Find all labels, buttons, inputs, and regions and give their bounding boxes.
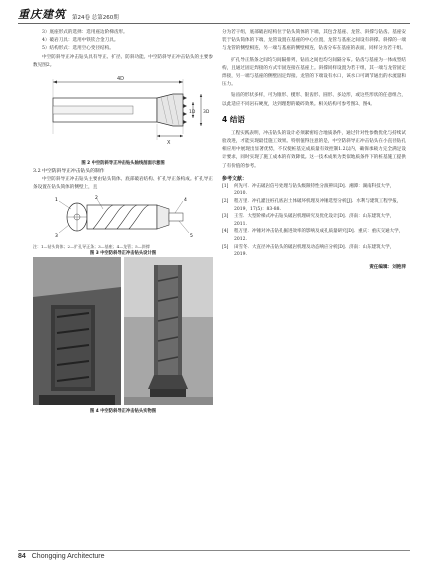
issue-info: 第24卷 总第260期 <box>72 15 119 21</box>
paragraph: 扩孔导正筋条之间均匀间隔排列，钻齿之间也均匀间隔分布。钻齿与基座为一体成型结构，且通过固定焊接的方式牢固连接在基座上。斜撑同样设置为若干组，其一端与龙管固定焊接，另一端与基座的侧壁固定焊接。龙管的下端设有水口，该水口可调节通出的水流量和压力。 <box>222 57 406 88</box>
part-label-5: 5 <box>190 234 193 240</box>
reference-number: [3] <box>222 214 229 220</box>
paragraph: 分为若干组，底部破岩结构位于钻头筒体的下端，其包含基座、龙管、斜撑与钻齿。基座安装于钻头筒体的下端，龙管设置在基座的中心位置，龙管与基座之间设有斜撑。斜撑的一端与龙管的侧壁相连，另一端与基座的侧壁相连，钻齿分布在基座的表面，同样分为若干组。 <box>222 30 406 52</box>
paragraph: 中空防斜导正冲击钻头主要由钻头筒体、底部破岩结构、扩孔导正条构成。扩孔导正条设置在钻头筒体的侧壁上，且 <box>33 177 213 191</box>
list-item: 3）底座形式的选择：选用座边阶梯齿形。 <box>42 30 128 35</box>
reference-text: 王雪．大型阶梯式冲击钻头破岩机理研究及优化设计[D]．济南：山东建筑大学，2011. <box>234 214 395 227</box>
figure-4 <box>33 257 213 415</box>
section-heading: 4 结语 <box>222 114 245 124</box>
dim-label-x: X <box>167 140 171 147</box>
figure-3-caption: 图 3 中空防斜导正冲击钻头设计图 <box>89 250 157 256</box>
figure-3-note: 注：1—钻头筒体；2—扩孔导正条；3—基座；4—龙管；5—斜撑 <box>33 243 150 249</box>
dim-label-3d: 3D <box>203 110 210 116</box>
drill-bit-section-diagram <box>33 74 213 156</box>
drill-bit-design-drawing <box>33 195 213 239</box>
dim-label-1d: 1D <box>189 110 196 116</box>
page-footer <box>18 553 105 560</box>
reference-text: 田雪冬．大直径冲击钻头的破岩机理及动态响应分析[D]．济南：山东建筑大学，2019. <box>234 244 395 258</box>
header-divider <box>18 23 410 24</box>
footer-divider <box>18 550 410 551</box>
left-column <box>33 29 213 415</box>
reference-item <box>222 183 406 198</box>
dim-label-4d: 4D <box>117 76 125 83</box>
figure-2 <box>33 74 213 166</box>
reference-item <box>222 228 406 243</box>
part-label-2: 2 <box>95 196 98 202</box>
part-label-3: 3 <box>55 234 58 240</box>
figure-3 <box>33 195 213 255</box>
paragraph: 工程实践表明，冲击钻头的设计必须紧密结合地质条件，通过针对性参数优化与持续试验改进，才能实现最佳施工效果。特别值得注意的是，中空防斜导正冲击钻头在小直径钻孔相应用中展现出显著优势，不仅使桩基完成质量有效控制1.2以内，确保承载力完全满足设计要求，同时实现了施工成本的有效降低。这一技术成果为类似地质条件下的桩基施工提供了有价值的参考。 <box>222 130 406 169</box>
figure-4-caption: 图 4 中空防斜导正冲击钻头实物图 <box>89 409 157 415</box>
page-header <box>18 4 410 22</box>
reference-item <box>222 244 406 259</box>
reference-text: 何先可．冲击破岩信号处理与钻头级限特性分演辨识[D]．湘潭：湖南科技大学，2010. <box>234 183 395 197</box>
references-list <box>222 183 406 259</box>
references-title: 参考文献： <box>222 175 248 182</box>
part-label-4: 4 <box>184 198 187 204</box>
reference-text: 程万里．冲锤对冲击钻孔掘进效率的影响及成孔质量研究[D]．重庆：重庆交通大学，2012. <box>234 229 404 242</box>
reference-item <box>222 198 406 213</box>
paragraph: 中空防斜导正冲击钻头具有导正、扩径、防斜功能。中空防斜导正冲击钻头的主要参数见图2。 <box>33 54 213 68</box>
part-label-1: 1 <box>55 198 58 204</box>
reference-number: [2] <box>222 199 229 205</box>
paragraph: 钻齿的形状多样，可为锥形、楔形、银齿形、圆形、多边形，或这些形状的任意组合，以此适应不同岩石硬度，达到理想的破碎效果。相关结构可参考图3、图4。 <box>222 93 406 107</box>
list-item: 5）结构形式：选用空心变径结构。 <box>42 46 114 52</box>
journal-name: Chongqing Architecture <box>31 553 105 560</box>
reference-number: [4] <box>222 229 229 235</box>
list-item: 4）破岩刀具：选用中铁钦合金刀具。 <box>42 38 119 44</box>
subsection-heading: 3.2 中空防斜导正冲击钻头的制作 <box>33 169 105 175</box>
figure-2-caption: 图 2 中空防斜导正冲击钻头轴线剖面示意图 <box>81 161 165 167</box>
reference-item <box>222 213 406 228</box>
reference-number: [1] <box>222 183 229 189</box>
reference-number: [5] <box>222 244 229 250</box>
right-column <box>222 29 406 272</box>
responsible-editor: 责任编辑：刘艳萍 <box>369 264 406 270</box>
journal-logo: 重庆建筑 <box>18 8 66 21</box>
drill-bit-photo-left <box>33 257 121 405</box>
page-number: 84 <box>18 553 26 560</box>
reference-text: 程万里．冲孔灌注桩孔底岩土体破坏机理及冲锤选型分析[J]．水利与建筑工程学报，2019，17(5)：83-88. <box>234 199 402 212</box>
drill-bit-photo-right <box>124 257 213 405</box>
